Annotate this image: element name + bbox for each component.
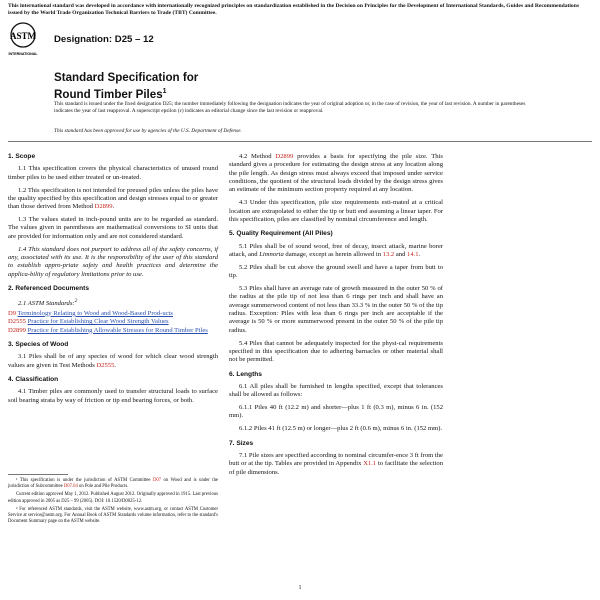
section-1-heading: 1. Scope <box>8 153 36 160</box>
committee-link[interactable]: D07 <box>152 478 162 483</box>
subcommittee-link[interactable]: D07.04 <box>63 484 78 490</box>
para-4-1: 4.1 Timber piles are commonly used to transfer structural loads to surface soil bearing strata by way of friction or tip end bearing forces, or both. <box>8 388 218 404</box>
ref-link-d2899[interactable]: D2899 <box>275 153 294 160</box>
ref-item[interactable]: D9 Terminology Relating to Wood and Wood-Based Prod-ucts <box>8 309 173 317</box>
ref-link-d2899[interactable]: D2899 <box>94 203 113 211</box>
para-1-4: 1.4 This standard does not purport to address all of the safety concerns, if any, associated with its use. It is the responsibility of the user of this standard to establish appro-priate safety and health practices and determine the applica-bility of regulatory limitations prior to use. <box>8 245 218 278</box>
para-4-3: 4.3 Under this specification, pile size requirements esti-mated at a critical location are extrapolated to either the tip or butt end assuming a linear taper. For this specification, piles are classified by nominal circumference and length. <box>229 199 443 223</box>
section-7-heading: 7. Sizes <box>229 439 254 447</box>
footnote-1-edition: Current edition approved May 1, 2012. Published August 2012. Originally approved in 1915. Last previous edition approved in 2005 as D25 – 99 (2005). DOI: 10.1520/D0025-12. <box>8 492 218 504</box>
section-2-heading: 2. Referenced Documents <box>8 284 89 292</box>
page-number: 1 <box>298 585 302 591</box>
header-notice: This international standard was developed in accordance with internationally recognized principles on standardization established in the Decision on Principles for the Development of International Standards, Guides and Recommendations issued by the World Trade Organization Technical Barriers to Trade (TBT) Committee. <box>8 3 580 16</box>
page-title <box>54 71 198 101</box>
section-4-heading: 4. Classification <box>8 375 59 383</box>
section-6-heading: 6. Lengths <box>229 370 262 378</box>
para-5-3: 5.3 Piles shall have an average rate of growth measured in the outer 50 % of the radius at the pile tip of not less than 6 rings per inch and shall have an average summerwood content of not less than 33.3 % in the outer 50 % of the tip radius. Exception: Piles with less than 6 rings per inch are acceptable if the average is 50 % or more summerwood present in the outer 50 % of the pile tip radius. <box>229 284 443 334</box>
para-5-4: 5.4 Piles that cannot be adequately inspected for the physi-cal requirements specified in this specification due to adhering barnacles or other material shall not be permitted. <box>229 339 443 364</box>
para-3-1: 3.1 Piles shall be of any species of wood for which clear wood strength values are given in Test Methods D2555. <box>8 353 218 369</box>
svg-text:ASTM: ASTM <box>9 31 37 41</box>
section-3-heading: 3. Species of Wood <box>8 340 69 348</box>
left-column <box>8 153 218 409</box>
para-6-1: 6.1 All piles shall be furnished in lengths specified, except that tolerances shall be allowed as follows: <box>229 382 443 399</box>
issued-note: This standard is issued under the fixed designation D25; the number immediately following the designation indicates the year of original adoption or, in the case of revision, the year of last revision. A number in parentheses indicates the year of last reapproval. A superscript epsilon (ε) indicates an editorial change since the last revision or reapproval. <box>54 101 526 115</box>
para-7-1: 7.1 Pile sizes are specified according to nominal circumfer-ence 3 ft from the butt or at the tip. Tables are provided in Appendix X1.1 to facilitate the selection of pile dimensions. <box>229 451 443 476</box>
para-1-3: 1.3 The values stated in inch-pound units are to be regarded as standard. The values given in parentheses are mathematical conversions to SI units that are provided for information only and are not considered standard. <box>8 216 218 240</box>
right-column <box>229 153 443 482</box>
para-5-1: 5.1 Piles shall be of sound wood, free of decay, insect attack, marine borer attack, and Limnoria damage, except as herein allowed in 13.2 and 14.1. <box>229 242 443 258</box>
footnote-1: ¹ This specification is under the jurisdiction of ASTM Committee D07 on Wood and is under the jurisdiction of Subcommittee D07.04 on Pole and Pile Products. <box>8 478 218 490</box>
section-link-14-1[interactable]: 14.1 <box>407 250 419 258</box>
para-6-1-1: 6.1.1 Piles 40 ft (12.2 m) and shorter—plus 1 ft (0.3 m), minus 6 in. (152 mm). <box>229 404 443 420</box>
para-4-2: 4.2 Method D2899 provides a basis for specifying the pile size. This standard gives a procedure for estimating the design stress at any location along the pile length. As design stress must always exceed that imposed under service conditions, the quotient of the structural loads divided by the design stress gives an estimate of the minimum section property required at any location. <box>229 153 443 194</box>
section-5-heading: 5. Quality Requirement (All Piles) <box>229 230 333 238</box>
designation: Designation: D25 – 12 <box>54 34 154 45</box>
header-divider <box>8 141 592 142</box>
para-1-2: 1.2 This specification is not intended for preused piles unless the piles have the quality specified by this specification and design stresses equal to or greater than those derived from Method D2899. <box>8 186 218 211</box>
svg-text:INTERNATIONAL: INTERNATIONAL <box>8 52 38 56</box>
approved-note: This standard has been approved for use by agencies of the U.S. Department of Defense. <box>54 128 242 134</box>
footnote-divider <box>8 474 68 475</box>
ref-link-d2555[interactable]: D2555 <box>96 361 115 369</box>
appendix-link-x1-1[interactable]: X1.1 <box>363 460 377 468</box>
para-6-1-2: 6.1.2 Piles 41 ft (12.5 m) or longer—plus 2 ft (0.6 m), minus 6 in. (152 mm). <box>239 425 443 433</box>
para-5-2: 5.2 Piles shall be cut above the ground swell and have a taper from butt to tip. <box>229 263 443 280</box>
ref-item[interactable]: D2899 Practice for Establishing Allowable Stresses for Round Timber Piles <box>8 326 208 334</box>
para-2-1: 2.1 ASTM Standards:$^2$ <box>18 298 78 308</box>
title-line-1: Standard Specification for <box>54 71 199 84</box>
astm-logo <box>8 20 38 58</box>
title-line-2: Round Timber Piles$^1$ <box>54 87 167 101</box>
footnotes <box>8 478 218 527</box>
title-footnote-mark: 1 <box>162 87 167 95</box>
para-1-1: 1.1 This specification covers the physical characteristics of unused round timber piles to be used either treated or un-treated. <box>8 165 218 181</box>
section-link-13-2[interactable]: 13.2 <box>382 250 395 258</box>
footnote-2: ² For referenced ASTM standards, visit the ASTM website, www.astm.org, or contact ASTM Customer Service at service@astm.org. For Annual Book of ASTM Standards volume information, refer to the standard's Document Summary page on the ASTM website. <box>8 506 218 525</box>
ref-item[interactable]: D2555 Practice for Establishing Clear Wood Strength Values <box>8 318 169 326</box>
